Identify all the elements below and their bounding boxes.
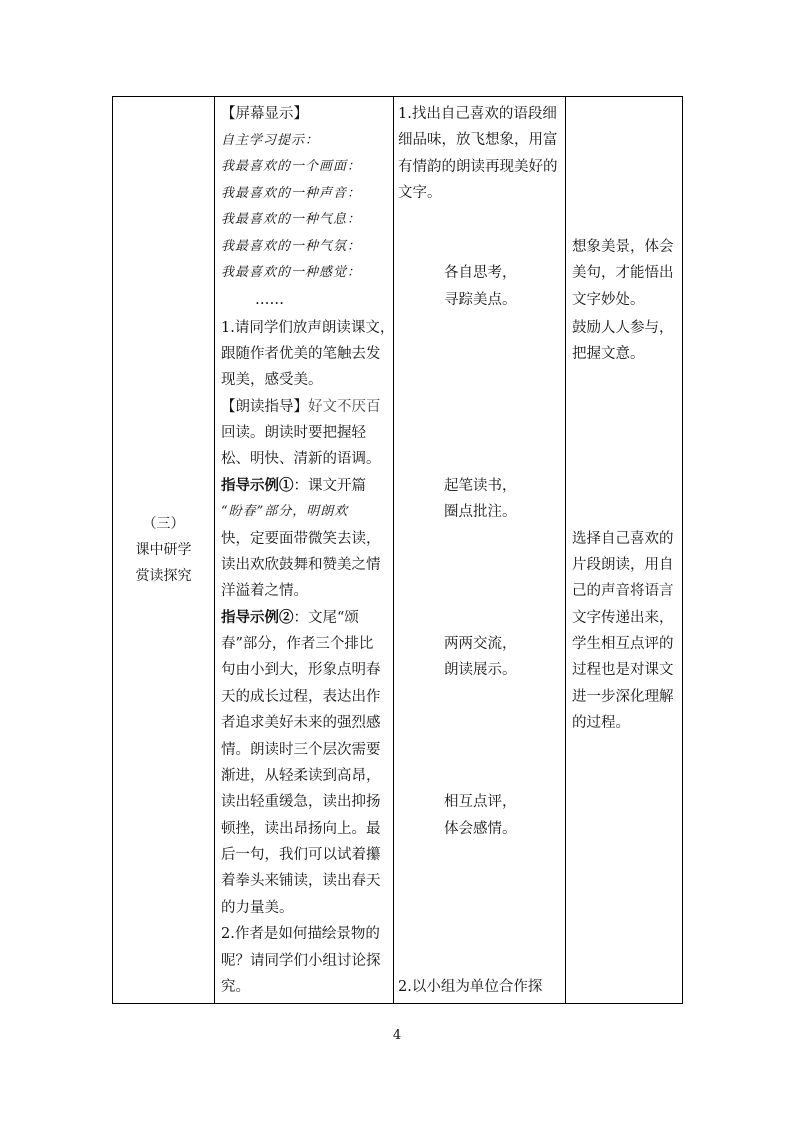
prompt-line: 我最喜欢的一种气氛： — [221, 239, 362, 254]
student-activity-line: 起笔读书， — [444, 478, 517, 494]
intent-line: 的过程。 — [572, 715, 630, 731]
example-1-heading: 指导示例① — [221, 477, 294, 494]
example-2-line: 情。朗读时三个层次需要 — [221, 742, 381, 758]
stage-number: （三） — [142, 516, 185, 532]
student-activity-line: 寻踪美点。 — [444, 292, 517, 308]
example-2-line: 渐进，从轻柔读到高昂， — [221, 768, 381, 784]
student-activity-line: 两两交流， — [444, 636, 517, 652]
intent-line: 己的声音将语言 — [572, 583, 674, 599]
reading-guide-line: 松、明快、清新的语调。 — [221, 451, 381, 467]
page-number: 4 — [392, 1028, 402, 1043]
design-intent-cell — [566, 97, 683, 1004]
example-2-line: 顿挫，读出昂扬向上。最 — [221, 821, 381, 837]
stage-title-line1: 课中研学 — [135, 542, 192, 558]
intent-line: 过程也是对课文 — [572, 662, 674, 678]
prompt-line: 我最喜欢的一个画面： — [221, 159, 362, 174]
example-2-line — [221, 605, 359, 631]
intent-line: 学生相互点评的 — [572, 636, 674, 652]
student-task-line: 文字。 — [398, 185, 442, 201]
student-activity-line: 体会感情。 — [444, 821, 517, 837]
example-2-heading: 指导示例② — [221, 609, 294, 626]
example-1-line — [221, 473, 366, 499]
instruction-line: 现美，感受美。 — [221, 372, 323, 388]
student-task-line: 有情韵的朗读再现美好的 — [398, 159, 558, 175]
example-1-line: 读出欢欣鼓舞和赞美之情 — [221, 557, 381, 573]
student-activity-cell — [394, 97, 566, 1004]
question-line: 究。 — [221, 979, 250, 995]
example-2-line: 后一句，我们可以试着攥 — [221, 847, 381, 863]
student-activity-line: 各自思考， — [444, 265, 517, 281]
reading-guide-heading: 【朗读指导】 — [221, 399, 308, 415]
student-activity-line: 相互点评， — [444, 794, 517, 810]
intent-line: 进一步深化理解 — [572, 689, 674, 705]
question-line: 呢？请同学们小组讨论探 — [221, 953, 381, 969]
prompt-line: 我最喜欢的一种气息： — [221, 212, 362, 227]
example-2-line: 春”部分，作者三个排比 — [221, 636, 374, 652]
stage-cell — [113, 97, 215, 1004]
intent-line: 把握文意。 — [572, 346, 645, 362]
intent-line: 选择自己喜欢的 — [572, 531, 674, 547]
intent-line: 想象美景，体会 — [572, 239, 674, 255]
stage-title-line2: 赏读探究 — [135, 568, 192, 584]
example-2-text: ：文尾“颂 — [293, 610, 359, 626]
intent-line: 文字妙处。 — [572, 292, 645, 308]
instruction-line: 1.请同学们放声朗读课文， — [221, 320, 395, 336]
example-2-line: 读出轻重缓急，读出抑扬 — [221, 794, 381, 810]
student-task-line: 1.找出自己喜欢的语段细 — [398, 106, 557, 122]
student-activity-line: 朗读展示。 — [444, 662, 517, 678]
teacher-activity-cell — [215, 97, 394, 1004]
example-1-text: ：课文开篇 — [293, 478, 366, 494]
example-2-line: 着拳头来铺读，读出春天 — [221, 873, 381, 889]
prompt-title: 自主学习提示： — [221, 133, 320, 148]
example-2-line: 天的成长过程，表达出作 — [221, 689, 381, 705]
example-1-line: 快，定要面带微笑去读， — [221, 531, 381, 547]
question-line: 2.作者是如何描绘景物的 — [221, 926, 380, 942]
reading-guide-line: 回读。朗读时要把握轻 — [221, 425, 366, 441]
example-2-line: 的力量美。 — [221, 900, 294, 916]
student-activity-line: 圈点批注。 — [444, 504, 517, 520]
prompt-line: 我最喜欢的一种感觉： — [221, 265, 362, 280]
intent-line: 美句，才能悟出 — [572, 265, 674, 281]
ellipsis: …… — [255, 292, 284, 308]
lesson-plan-table — [112, 96, 683, 1004]
intent-line: 文字传递出来， — [572, 610, 674, 626]
intent-line: 片段朗读，用自 — [572, 557, 674, 573]
intent-line: 鼓励人人参与， — [572, 320, 674, 336]
reading-guide-text: 好文不厌百 — [308, 399, 381, 415]
example-1-line: “盼春”部分，明朗欢 — [221, 504, 349, 519]
student-task-line: 2.以小组为单位合作探 — [398, 979, 543, 995]
prompt-line: 我最喜欢的一种声音： — [221, 186, 362, 201]
example-2-line: 句由小到大，形象点明春 — [221, 662, 381, 678]
example-1-line: 洋溢着之情。 — [221, 583, 308, 599]
example-2-line: 者追求美好未来的强烈感 — [221, 715, 381, 731]
instruction-line: 跟随作者优美的笔触去发 — [221, 346, 381, 362]
screen-display-heading: 【屏幕显示】 — [221, 106, 308, 122]
reading-guide-line — [221, 394, 381, 420]
student-task-line: 细品味，放飞想象，用富 — [398, 132, 558, 148]
